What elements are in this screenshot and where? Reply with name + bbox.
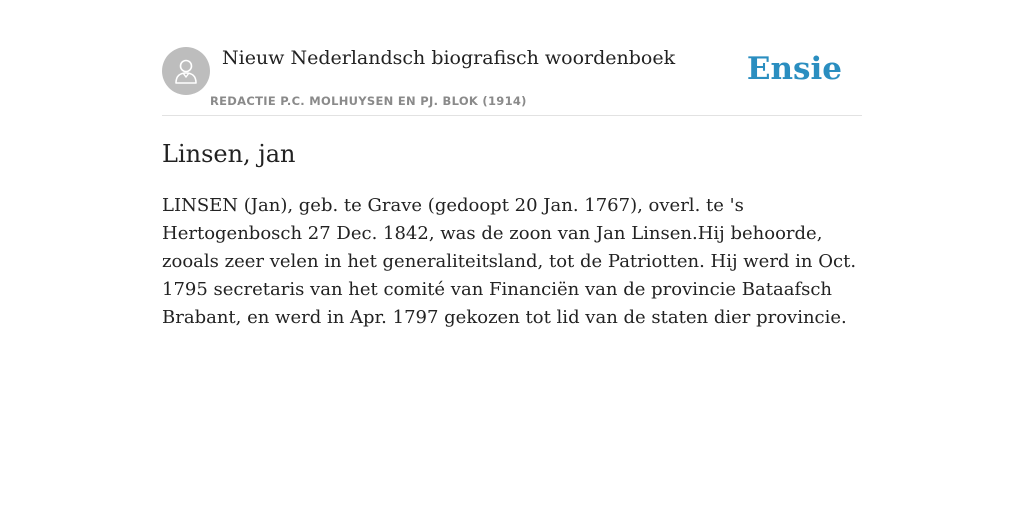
entry-body: LINSEN (Jan), geb. te Grave (gedoopt 20 Jan. 1767), overl. te 's Hertogenbosch 27 Dec. 1842, was de zoon van Jan Linsen.Hij behoorde, zooals zeer velen in het generaliteitsland, tot de Patriotten. Hij werd in Oct. 1795 secretaris van het comité van Financiën van de provincie Bataafsch Brabant, en werd in Apr. 1797 gekozen tot lid van de staten dier provincie.	[162, 195, 857, 328]
entry-title: Linsen, jan	[162, 140, 296, 168]
person-icon	[172, 56, 200, 86]
source-avatar[interactable]	[162, 47, 210, 95]
source-title[interactable]: Nieuw Nederlandsch biografisch woordenboek	[222, 47, 676, 69]
ensie-logo[interactable]: Ensie	[746, 51, 842, 87]
source-subtitle: REDACTIE P.C. MOLHUYSEN EN PJ. BLOK (1914)	[210, 94, 527, 108]
source-header	[162, 0, 862, 116]
page-container	[162, 0, 862, 328]
